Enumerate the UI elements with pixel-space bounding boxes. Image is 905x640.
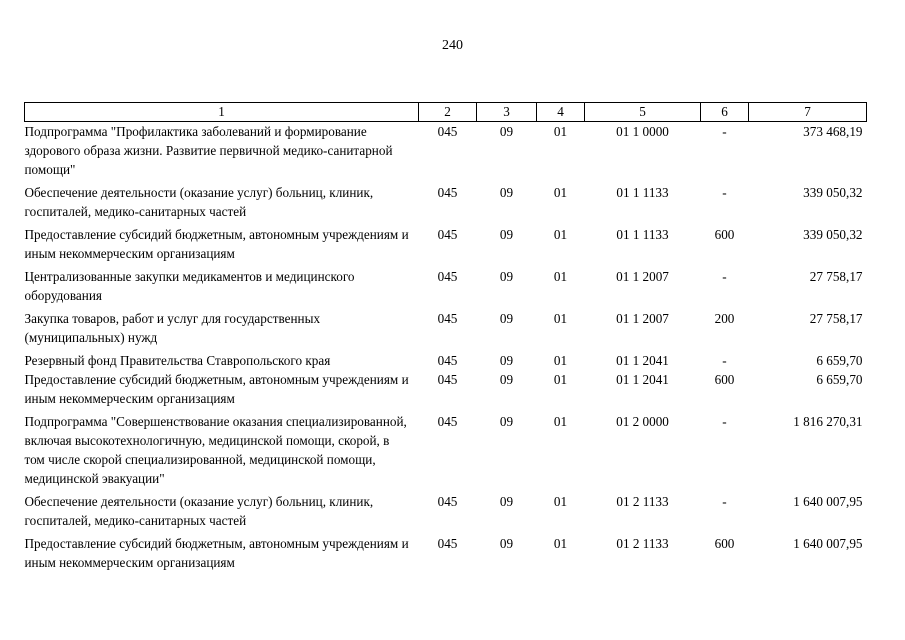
row-section: 09 <box>499 311 514 326</box>
row-ministry: 045 <box>437 227 458 242</box>
row-target: 01 1 2007 <box>616 269 669 284</box>
row-expense-type: - <box>722 185 727 200</box>
row-expense-type: 200 <box>714 311 735 326</box>
row-target: 01 2 0000 <box>616 414 669 429</box>
budget-table <box>24 102 867 576</box>
table-row <box>25 370 867 412</box>
table-row <box>25 412 867 492</box>
column-header: 3 <box>477 103 537 122</box>
row-subsection: 01 <box>553 269 568 284</box>
row-ministry: 045 <box>437 311 458 326</box>
column-header: 5 <box>585 103 701 122</box>
table-row <box>25 534 867 576</box>
row-amount: 6 659,70 <box>816 353 863 368</box>
row-name: Подпрограмма "Профилактика заболеваний и формирование здорового образа жизни. Развитие первичной медико-санитарной помощи" <box>24 124 393 177</box>
row-section: 09 <box>499 494 514 509</box>
row-amount: 6 659,70 <box>816 372 863 387</box>
row-expense-type: - <box>722 124 727 139</box>
table-row <box>25 267 867 309</box>
row-name: Предоставление субсидий бюджетным, автономным учреждениям и иным некоммерческим организациям <box>24 227 409 261</box>
row-subsection: 01 <box>553 227 568 242</box>
row-ministry: 045 <box>437 536 458 551</box>
row-ministry: 045 <box>437 414 458 429</box>
row-amount: 339 050,32 <box>803 185 863 200</box>
row-section: 09 <box>499 185 514 200</box>
row-name: Предоставление субсидий бюджетным, автономным учреждениям и иным некоммерческим организациям <box>24 536 409 570</box>
table-header-row <box>25 103 867 122</box>
row-name: Обеспечение деятельности (оказание услуг) больниц, клиник, госпиталей, медико-санитарных частей <box>24 185 374 219</box>
table-row <box>25 309 867 351</box>
row-amount: 27 758,17 <box>809 269 863 284</box>
row-target: 01 1 1133 <box>616 185 669 200</box>
column-header: 1 <box>25 103 419 122</box>
table-row <box>25 183 867 225</box>
row-target: 01 1 2041 <box>616 353 669 368</box>
row-target: 01 2 1133 <box>616 536 669 551</box>
row-name: Подпрограмма "Совершенствование оказания специализированной, включая высокотехнологичную, медицинской помощи, скорой, в том числе скорой специализированной, медицинской помощи, медицинской эвакуации" <box>24 414 407 486</box>
page-number: 240 <box>442 38 463 53</box>
row-name: Резервный фонд Правительства Ставропольского края <box>24 353 331 368</box>
column-header: 7 <box>749 103 867 122</box>
row-expense-type: 600 <box>714 227 735 242</box>
row-expense-type: - <box>722 414 727 429</box>
row-name: Централизованные закупки медикаментов и медицинского оборудования <box>24 269 355 303</box>
row-subsection: 01 <box>553 124 568 139</box>
row-name: Предоставление субсидий бюджетным, автономным учреждениям и иным некоммерческим организациям <box>24 372 409 406</box>
row-section: 09 <box>499 372 514 387</box>
table-row <box>25 225 867 267</box>
table-row <box>25 351 867 370</box>
row-subsection: 01 <box>553 372 568 387</box>
row-section: 09 <box>499 536 514 551</box>
row-target: 01 1 0000 <box>616 124 669 139</box>
column-header: 4 <box>537 103 585 122</box>
row-expense-type: - <box>722 494 727 509</box>
row-expense-type: 600 <box>714 372 735 387</box>
row-section: 09 <box>499 414 514 429</box>
row-section: 09 <box>499 124 514 139</box>
row-ministry: 045 <box>437 185 458 200</box>
row-amount: 1 640 007,95 <box>793 536 863 551</box>
table-row <box>25 122 867 184</box>
row-subsection: 01 <box>553 311 568 326</box>
row-expense-type: - <box>722 353 727 368</box>
row-section: 09 <box>499 353 514 368</box>
row-section: 09 <box>499 227 514 242</box>
row-name: Закупка товаров, работ и услуг для государственных (муниципальных) нужд <box>24 311 321 345</box>
row-ministry: 045 <box>437 494 458 509</box>
row-expense-type: - <box>722 269 727 284</box>
row-amount: 339 050,32 <box>803 227 863 242</box>
row-section: 09 <box>499 269 514 284</box>
row-ministry: 045 <box>437 269 458 284</box>
row-amount: 27 758,17 <box>809 311 863 326</box>
row-subsection: 01 <box>553 494 568 509</box>
row-subsection: 01 <box>553 353 568 368</box>
row-subsection: 01 <box>553 414 568 429</box>
column-header: 6 <box>701 103 749 122</box>
row-amount: 373 468,19 <box>803 124 863 139</box>
row-ministry: 045 <box>437 353 458 368</box>
row-amount: 1 640 007,95 <box>793 494 863 509</box>
row-name: Обеспечение деятельности (оказание услуг) больниц, клиник, госпиталей, медико-санитарных частей <box>24 494 374 528</box>
table-row <box>25 492 867 534</box>
row-subsection: 01 <box>553 185 568 200</box>
row-expense-type: 600 <box>714 536 735 551</box>
row-ministry: 045 <box>437 124 458 139</box>
row-ministry: 045 <box>437 372 458 387</box>
row-target: 01 1 1133 <box>616 227 669 242</box>
row-amount: 1 816 270,31 <box>793 414 863 429</box>
row-target: 01 1 2007 <box>616 311 669 326</box>
column-header: 2 <box>419 103 477 122</box>
row-target: 01 2 1133 <box>616 494 669 509</box>
row-subsection: 01 <box>553 536 568 551</box>
row-target: 01 1 2041 <box>616 372 669 387</box>
